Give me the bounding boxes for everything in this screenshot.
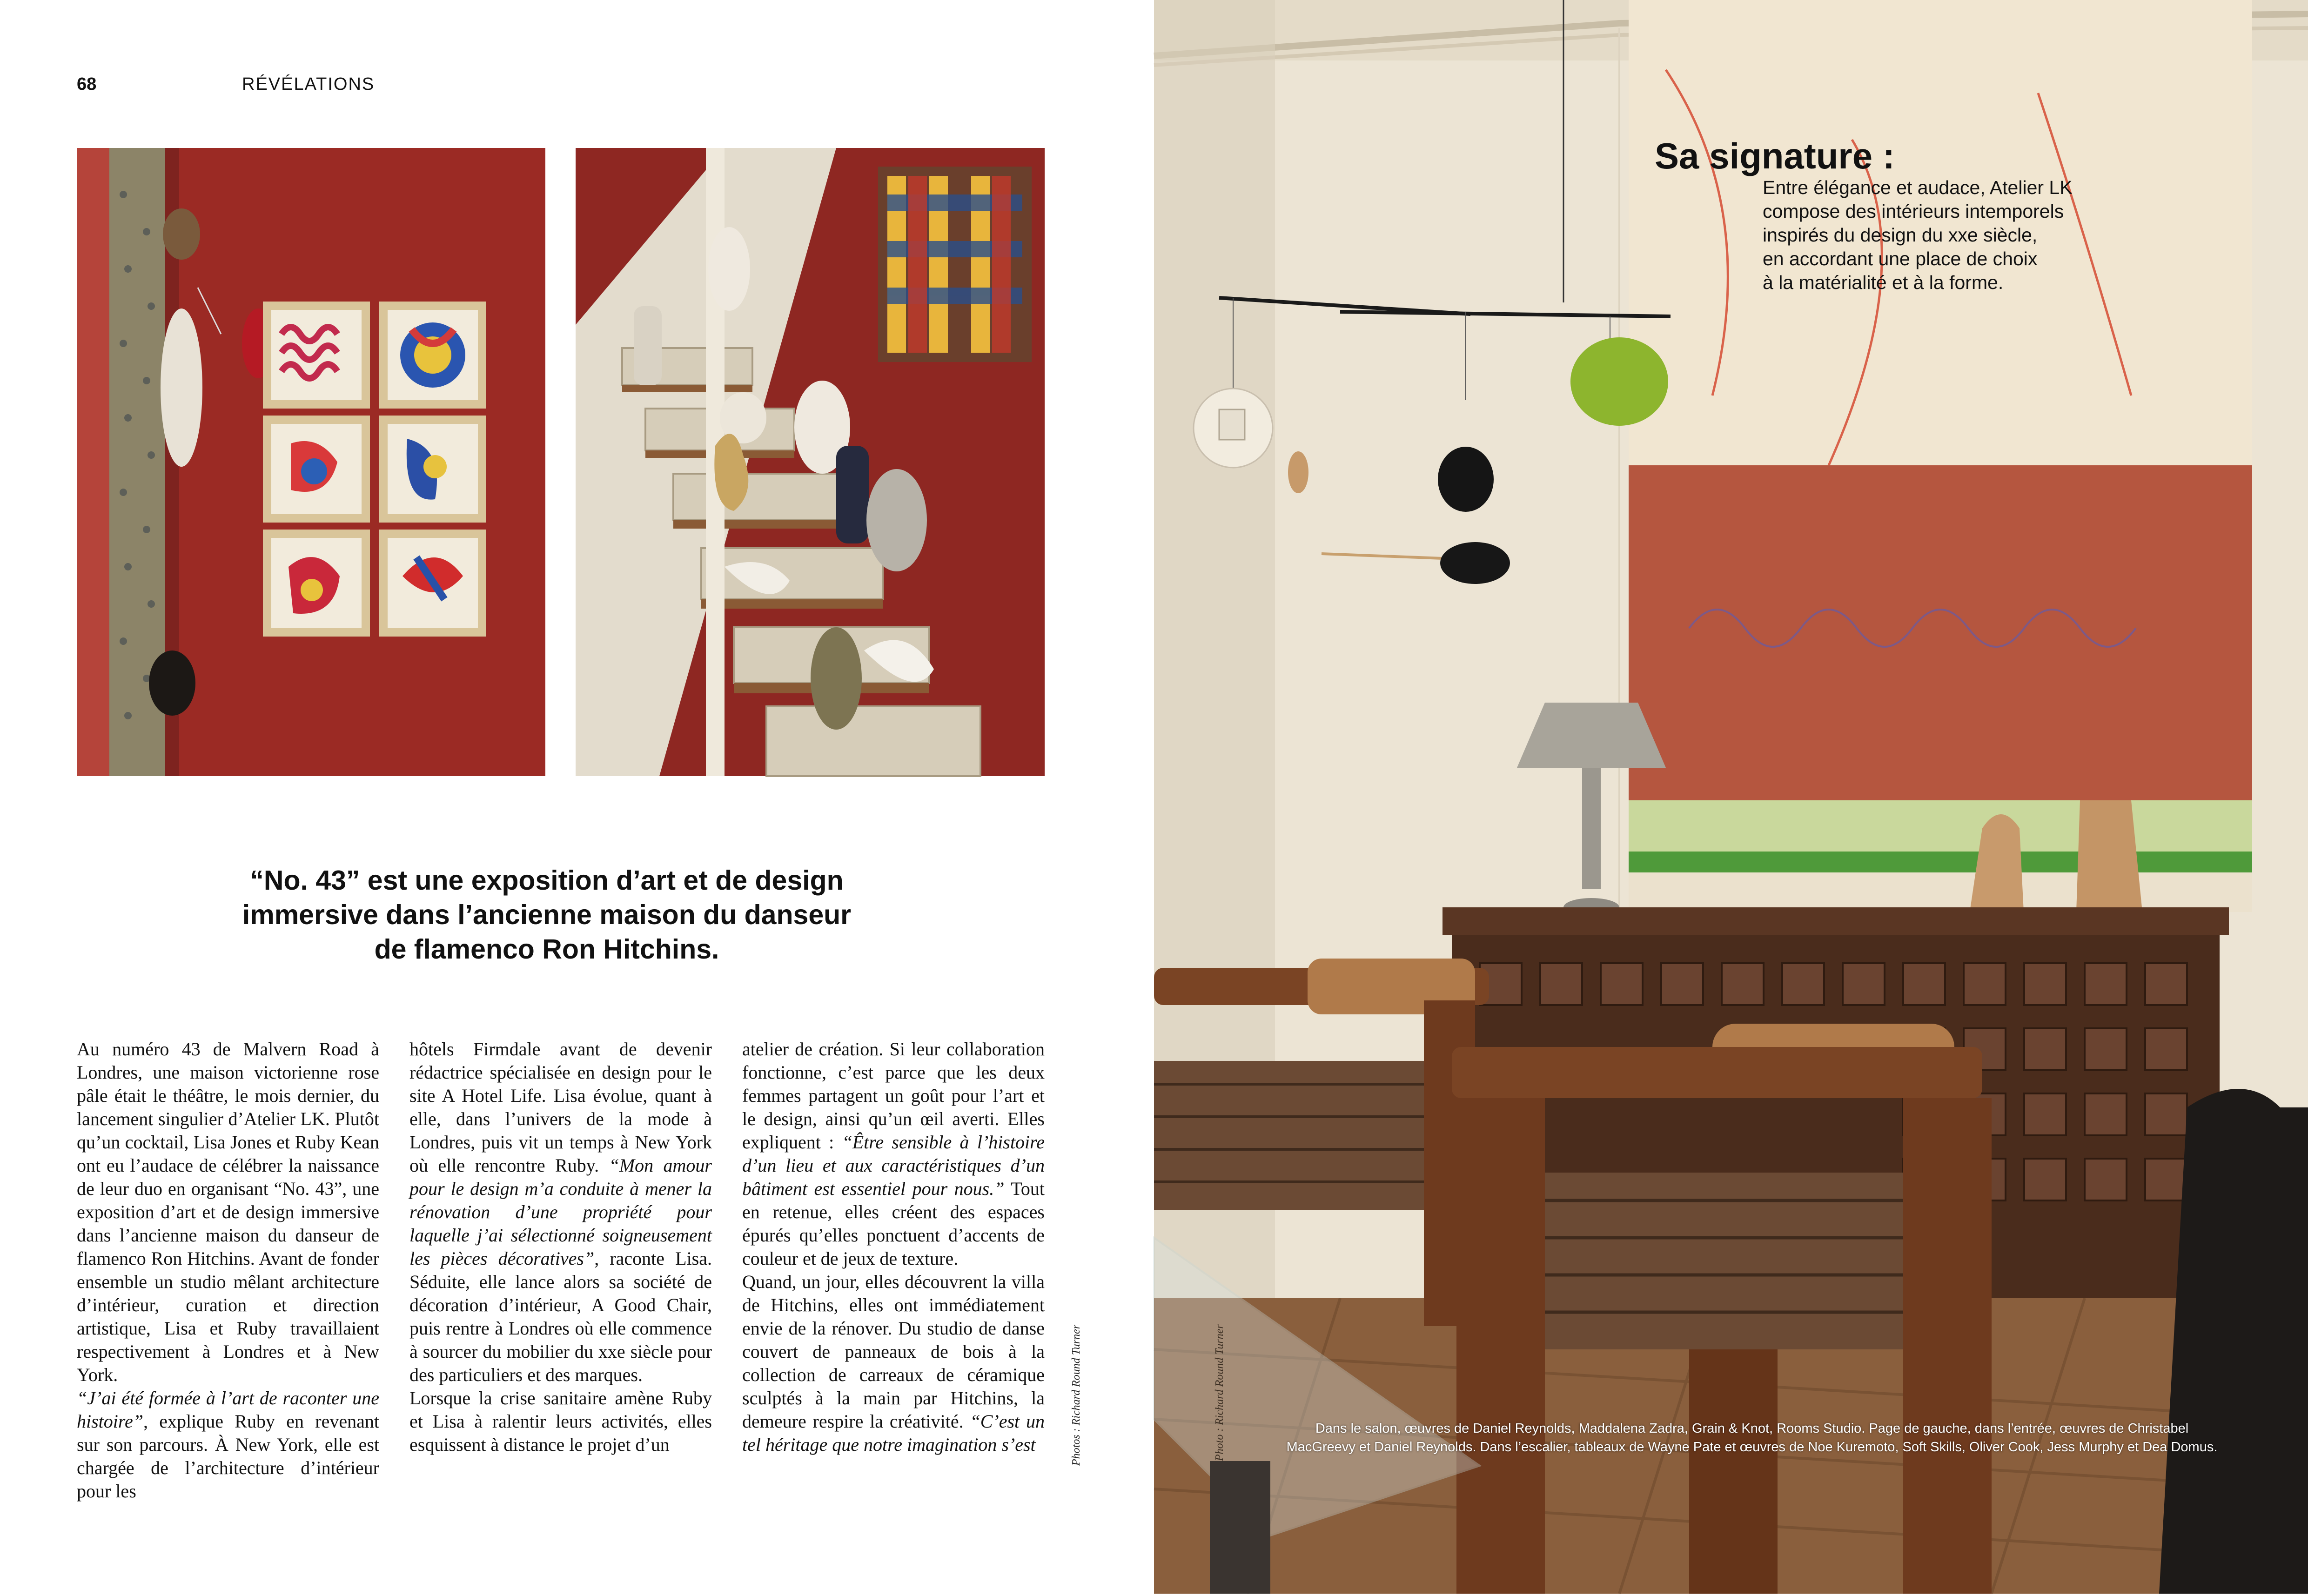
article-column-3 (742, 1038, 1045, 1456)
signature-line: à la matérialité et à la forme. (1763, 272, 2004, 293)
article-text: , raconte Lisa. Séduite, elle lance alors sa société de décoration d’intérieur, A Good Chair, puis rentre à Londres où elle commence à sourcer du mobilier du xxe siècle pour des particuliers et des marques. (409, 1248, 712, 1385)
article-text: atelier de création. Si leur collaboration fonctionne, c’est parce que les deux femmes partagent un goût pour l’art et le design, ainsi qu’un œil averti. Elles expliquent : (742, 1039, 1045, 1153)
section-title: RÉVÉLATIONS (242, 74, 375, 94)
article-paragraph (742, 1270, 1045, 1456)
article-text: Tout en retenue, elles créent des espaces épurés qu’elles ponctuent d’accents de couleur et de jeux de texture. (742, 1178, 1045, 1269)
signature-line: inspirés du design du xxe siècle, (1763, 224, 2038, 246)
article-column-1 (77, 1038, 379, 1502)
article-paragraph (742, 1038, 1045, 1270)
pull-quote-line: “No. 43” est une exposition d’art et de design (250, 865, 844, 896)
photo-caption (1252, 1419, 2252, 1456)
article-paragraph (409, 1038, 712, 1387)
quote-italic: “Mon amour pour le design m’a conduite à mener la rénovation d’une propriété pour laquelle j’ai sélectionné soigneusement les pièces décoratives” (409, 1155, 712, 1269)
page-number: 68 (77, 74, 97, 94)
living-room-illustration (1154, 0, 2308, 1594)
entrance-wall-illustration (77, 148, 545, 776)
caption-line: MacGreevy et Daniel Reynolds. Dans l’escalier, tableaux de Wayne Pate et œuvres de Noe Kuremoto, Soft Skills, Oliver Cook, Jess Murphy et Dea Domus. (1286, 1440, 2218, 1455)
pull-quote-line: immersive dans l’ancienne maison du danseur (242, 899, 852, 930)
quote-italic: “J’ai été formée à l’art de raconter une histoire” (77, 1388, 379, 1432)
quote-italic: “C’est un tel héritage que notre imagination s’est (742, 1411, 1045, 1455)
photo-credit: Photos : Richard Round Turner (1070, 1324, 1082, 1466)
signature-line: en accordant une place de choix (1763, 248, 2038, 269)
signature-text (1763, 176, 2116, 295)
article-text: Quand, un jour, elles découvrent la villa de Hitchins, elles ont immédiatement envie de la rénover. Du studio de danse couvert de panneaux de bois à la collection de carreaux de céramique sculptés à la main par Hitchins, la demeure respire la créativité. (742, 1271, 1045, 1432)
caption-line: Dans le salon, œuvres de Daniel Reynolds, Maddalena Zadra, Grain & Knot, Rooms Studio. Page de gauche, dans l’entrée, œuvres de Christabel (1315, 1421, 2189, 1436)
pull-quote-line: de flamenco Ron Hitchins. (374, 934, 719, 965)
signature-line: compose des intérieurs intemporels (1763, 201, 2064, 222)
signature-title: Sa signature : (1655, 135, 1895, 176)
quote-italic: “Être sensible à l’histoire d’un lieu et aux caractéristiques d’un bâtiment est essentiel pour nous.” (742, 1132, 1045, 1199)
article-paragraph (77, 1387, 379, 1503)
signature-line: Entre élégance et audace, Atelier LK (1763, 177, 2073, 198)
article-text: hôtels Firmdale avant de devenir rédactrice spécialisée en design pour le site A Hotel Life. Lisa évolue, quant à elle, dans l’univers de la mode à Londres, puis vit un temps à New York où elle rencontre Ruby. (409, 1039, 712, 1176)
pull-quote (154, 863, 940, 966)
woven-painting (878, 167, 1032, 362)
photo-living-room (1154, 0, 2308, 1594)
photo-entrance-wall (77, 148, 545, 776)
article-column-2 (409, 1038, 712, 1456)
article-paragraph: Au numéro 43 de Malvern Road à Londres, une maison victorienne rose pâle était le théâtre, le mois dernier, du lancement singulier d’Atelier LK. Plutôt qu’un cocktail, Lisa Jones et Ruby Kean ont eu l’audace de célébrer la naissance de leur duo en organisant “No. 43”, une exposition d’art et de design immersive dans l’ancienne maison du danseur de flamenco Ron Hitchins. Avant de fonder ensemble un studio mêlant architecture d’intérieur, curation et direction artistique, Lisa et Ruby travaillaient respectivement à Londres et à New York. (77, 1039, 379, 1385)
staircase-illustration (576, 148, 1045, 776)
article-paragraph: Lorsque la crise sanitaire amène Ruby et Lisa à ralentir leurs activités, elles esquissent à distance le projet d’un (409, 1388, 712, 1455)
article-text: , explique Ruby en revenant sur son parcours. À New York, elle est chargée de l’architecture d’intérieur pour les (77, 1411, 379, 1502)
photo-staircase (576, 148, 1045, 776)
photo-credit-right: Photo : Richard Round Turner (1214, 1324, 1226, 1461)
